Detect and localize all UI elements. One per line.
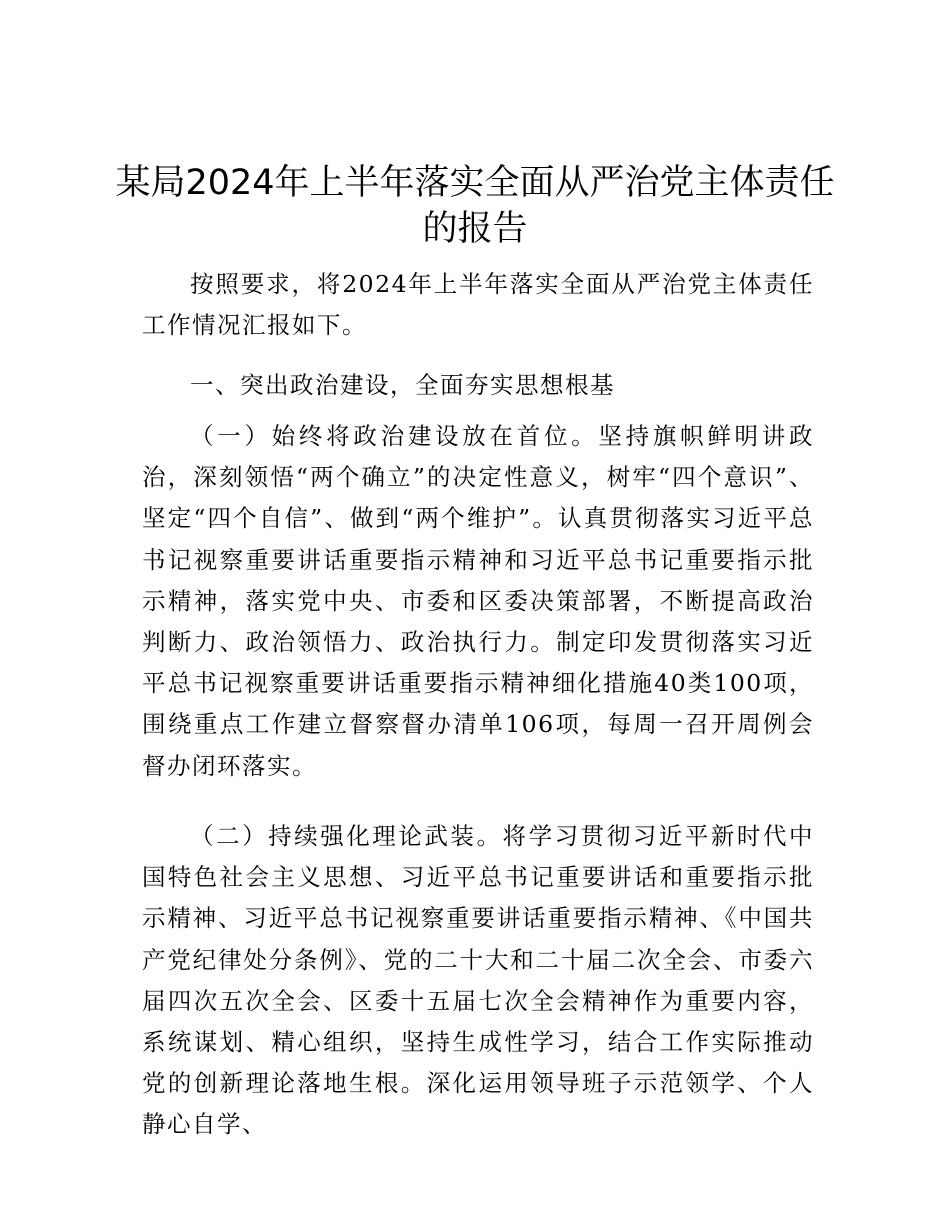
intro-paragraph: 按照要求，将2024年上半年落实全面从严治党主体责任工作情况汇报如下。 bbox=[142, 270, 814, 340]
body-paragraph-1: （一）始终将政治建设放在首位。坚持旗帜鲜明讲政治，深刻领悟“两个确立”的决定性意义，树牢“四个意识”、坚定“四个自信”、做到“两个维护”。认真贯彻落实习近平总书记视察重要讲话重要指示精神和习近平总书记重要指示批示精神，落实党中央、市委和区委决策部署，不断提高政治判断力、政治领悟力、政治执行力。制定印发贯彻落实习近平总书记视察重要讲话重要指示精神细化措施40类100项，围绕重点工作建立督察督办清单106项，每周一召开周例会督办闭环落实。 bbox=[142, 422, 814, 780]
section-heading: 一、突出政治建设，全面夯实思想根基 bbox=[190, 371, 615, 399]
document-title: 某局2024年上半年落实全面从严治党主体责任的报告 bbox=[115, 163, 835, 249]
body-paragraph-2: （二）持续强化理论武装。将学习贯彻习近平新时代中国特色社会主义思想、习近平总书记重要讲话和重要指示批示精神、习近平总书记视察重要讲话重要指示精神、《中国共产党纪律处分条例》、党的二十大和二十届二次全会、市委六届四次五次全会、区委十五届七次全会精神作为重要内容，系统谋划、精心组织，坚持生成性学习，结合工作实际推动党的创新理论落地生根。深化运用领导班子示范领学、个人静心自学、 bbox=[142, 822, 814, 1139]
